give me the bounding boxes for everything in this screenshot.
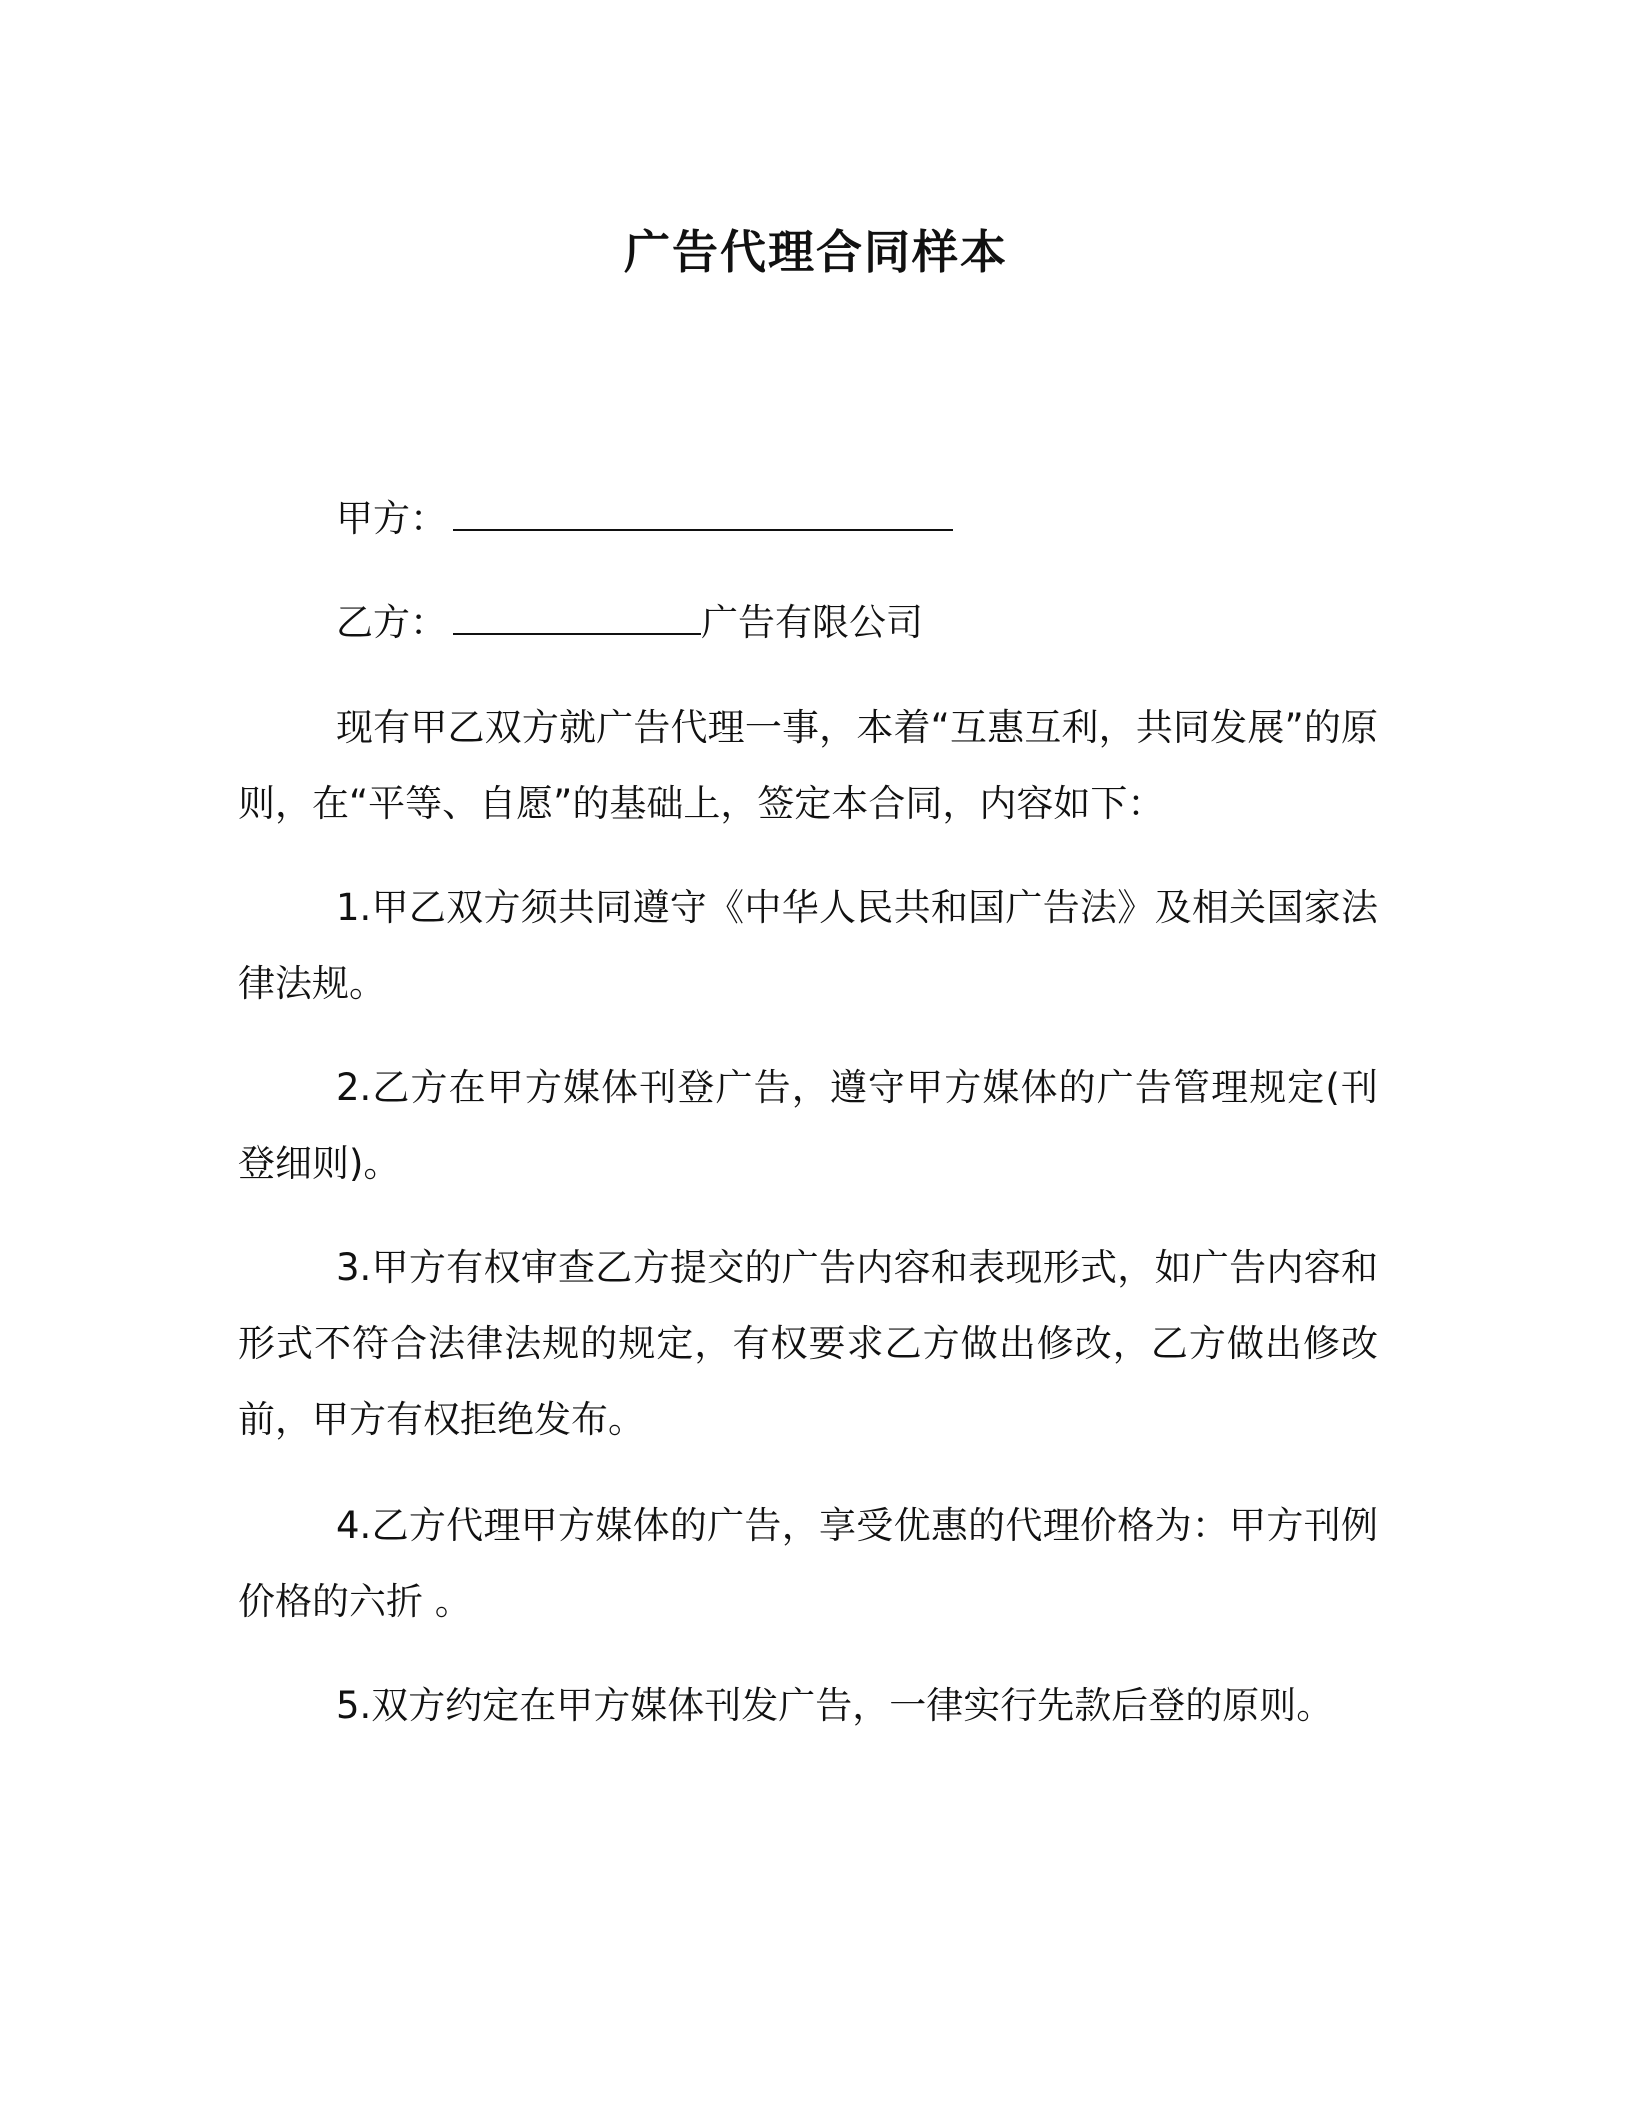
party-b-suffix: 广告有限公司 bbox=[701, 601, 923, 644]
paragraph-text: 1.甲乙双方须共同遵守《中华人民共和国广告法》及相关国家法律法规。 bbox=[238, 886, 1378, 1005]
paragraph-clause-4 bbox=[238, 1488, 1378, 1640]
paragraph-intro bbox=[238, 690, 1378, 842]
paragraph-text: 4.乙方代理甲方媒体的广告，享受优惠的代理价格为：甲方刊例价格的六折 。 bbox=[238, 1504, 1378, 1623]
paragraph-clause-1 bbox=[238, 870, 1378, 1022]
document-title: 广告代理合同样本 bbox=[624, 225, 1008, 279]
paragraph-text: 2.乙方在甲方媒体刊登广告，遵守甲方媒体的广告管理规定(刊登细则)。 bbox=[238, 1066, 1378, 1185]
paragraph-text: 3.甲方有权审查乙方提交的广告内容和表现形式，如广告内容和形式不符合法律法规的规定，有权要求乙方做出修改，乙方做出修改前，甲方有权拒绝发布。 bbox=[238, 1246, 1378, 1441]
paragraph-text: 现有甲乙双方就广告代理一事，本着“互惠互利，共同发展”的原则，在“平等、自愿”的基础上，签定本合同，内容如下： bbox=[238, 706, 1378, 825]
paragraph-clause-5 bbox=[238, 1668, 1378, 1744]
party-b-blank bbox=[453, 593, 701, 635]
party-a-label: 甲方： bbox=[336, 497, 447, 540]
paragraph-clause-2 bbox=[238, 1050, 1378, 1202]
party-a-line bbox=[336, 481, 953, 557]
paragraph-text: 5.双方约定在甲方媒体刊发广告，一律实行先款后登的原则。 bbox=[336, 1684, 1334, 1727]
paragraph-clause-3 bbox=[238, 1230, 1378, 1458]
party-b-label: 乙方： bbox=[336, 601, 447, 644]
party-b-line bbox=[336, 585, 923, 661]
party-a-blank bbox=[453, 489, 953, 531]
